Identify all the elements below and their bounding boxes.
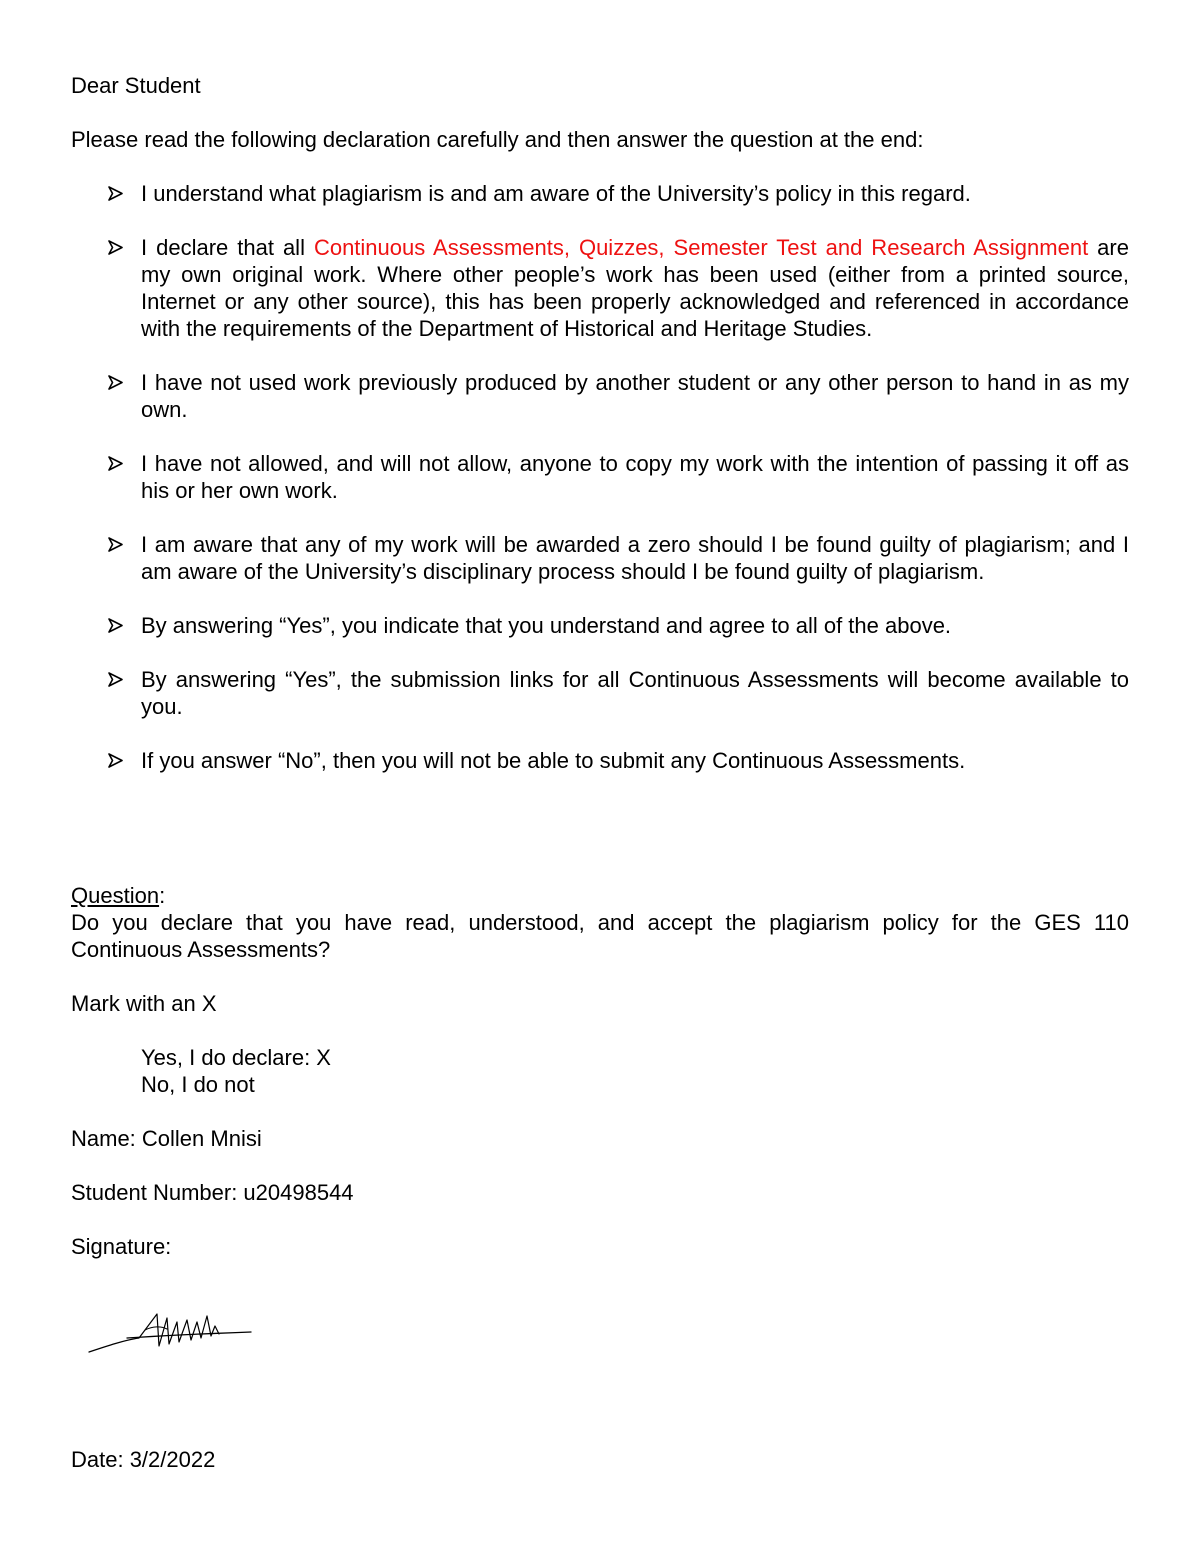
question-section xyxy=(71,882,1129,963)
arrowhead-bullet-icon xyxy=(107,450,125,477)
arrowhead-bullet-icon xyxy=(107,612,125,639)
declaration-text-pre: I declare that all xyxy=(141,235,314,260)
student-name: Name: Collen Mnisi xyxy=(71,1126,262,1151)
declaration-item xyxy=(71,747,1129,774)
declaration-item xyxy=(71,234,1129,342)
declaration-text: By answering “Yes”, you indicate that you understand and agree to all of the above. xyxy=(141,613,952,638)
declaration-text: I am aware that any of my work will be awarded a zero should I be found guilty of plagiarism; and I am aware of the University’s disciplinary process should I be found guilty of plagiarism. xyxy=(141,532,1129,584)
arrowhead-bullet-icon xyxy=(107,180,125,207)
assessment-types-highlight: Continuous Assessments, Quizzes, Semester Test and Research Assignment xyxy=(313,235,1089,260)
declaration-item xyxy=(71,369,1129,423)
intro-text: Please read the following declaration carefully and then answer the question at the end: xyxy=(71,127,924,152)
greeting: Dear Student xyxy=(71,73,201,98)
option-no: No, I do not xyxy=(141,1072,255,1097)
declaration-item xyxy=(71,666,1129,720)
date-line: Date: 3/2/2022 xyxy=(71,1447,216,1472)
declaration-text: I have not allowed, and will not allow, anyone to copy my work with the intention of passing it off as his or her own work. xyxy=(141,451,1129,503)
declaration-item xyxy=(71,612,1129,639)
arrowhead-bullet-icon xyxy=(107,531,125,558)
declaration-text: If you answer “No”, then you will not be able to submit any Continuous Assessments. xyxy=(141,748,966,773)
signature-label: Signature: xyxy=(71,1234,172,1259)
arrowhead-bullet-icon xyxy=(107,747,125,774)
declaration-item xyxy=(71,531,1129,585)
declaration-text: By answering “Yes”, the submission links for all Continuous Assessments will become available to you. xyxy=(141,667,1129,719)
declaration-item xyxy=(71,180,1129,207)
declaration-list xyxy=(71,180,1129,801)
arrowhead-bullet-icon xyxy=(107,369,125,396)
declaration-text: I understand what plagiarism is and am aware of the University’s policy in this regard. xyxy=(141,181,971,206)
question-heading-colon: : xyxy=(159,883,166,908)
declaration-text-post: are my own original work. Where other people’s work has been used (either from a printed source, Internet or any other source), this has been properly acknowledged and referenced in accordance with the requirements of the Department of Historical and Heritage Studies. xyxy=(141,235,1129,341)
declaration-item xyxy=(71,450,1129,504)
declaration-text: I have not used work previously produced by another student or any other person to hand in as my own. xyxy=(141,370,1129,422)
question-text: Do you declare that you have read, understood, and accept the plagiarism policy for the GES 110 Continuous Assessments? xyxy=(71,910,1129,962)
question-heading: Question xyxy=(71,883,160,908)
arrowhead-bullet-icon xyxy=(107,234,125,261)
arrowhead-bullet-icon xyxy=(107,666,125,693)
handwritten-signature xyxy=(87,1304,257,1370)
student-number: Student Number: u20498544 xyxy=(71,1180,354,1205)
option-yes: Yes, I do declare: X xyxy=(141,1045,331,1070)
mark-instruction: Mark with an X xyxy=(71,991,217,1016)
